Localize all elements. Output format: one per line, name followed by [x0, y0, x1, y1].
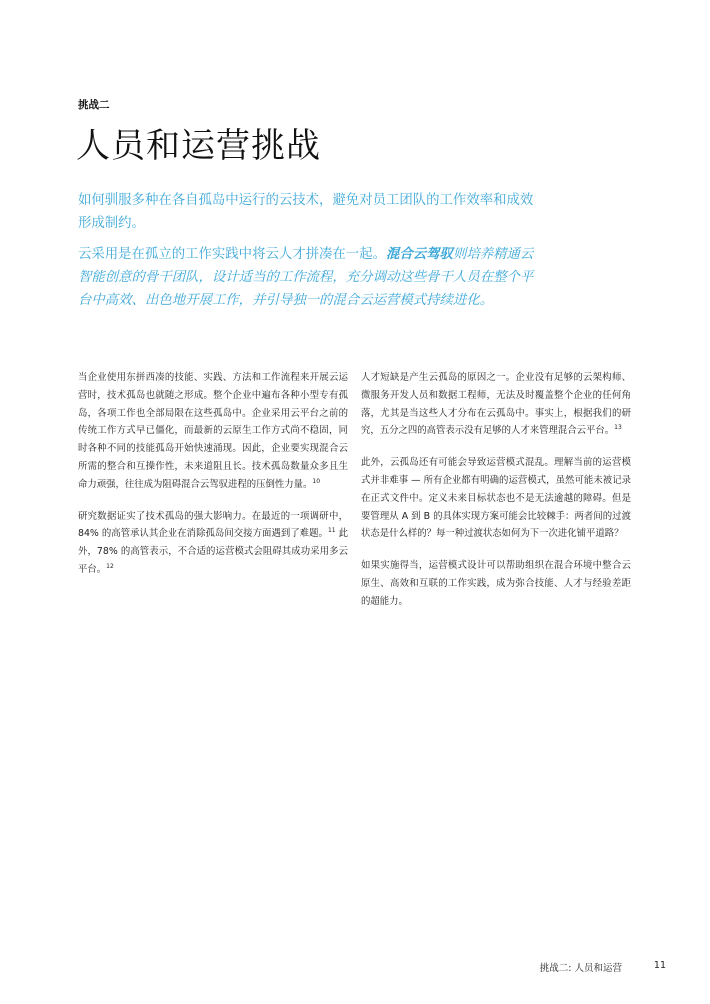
body-paragraph: [361, 369, 631, 440]
paragraph-text: 此外，78% 的高管表示，不合适的运营模式会阻碍其成功采用多云平台。: [78, 528, 348, 575]
footnote-ref: 13: [614, 424, 622, 432]
page-title: 人员和运营挑战: [76, 126, 321, 166]
paragraph-text: 此外，云孤岛还有可能会导致运营模式混乱。理解当前的运营模式并非难事 — 所有企业都有明确的运营模式，虽然可能未被记录在正式文件中。定义未来目标状态也不是无法逾越的障碍。但是要管理从 A 到 B 的具体实现方案可能会比较棘手：两者间的过渡状态是什么样的？每一种过渡状态如何为下一次进化铺平道路？: [361, 457, 631, 540]
body-paragraph: [78, 508, 348, 579]
paragraph-text: 人才短缺是产生云孤岛的原因之一。企业没有足够的云架构师、微服务开发人员和数据工程师，无法及时覆盖整个企业的任何角落，尤其是当这些人才分布在云孤岛中。事实上，根据我们的研究，五分之四的高管表示没有足够的人才来管理混合云平台。: [361, 372, 631, 437]
body-column-left: [78, 369, 348, 593]
lead-paragraph-2: [78, 243, 538, 312]
footer-section-title: 挑战二: 人员和运营: [539, 963, 622, 974]
footnote-ref: 10: [312, 477, 321, 485]
lead-bold-term: 混合云驾驭: [385, 247, 453, 262]
lead-paragraph-1: 如何驯服多种在各自孤岛中运行的云技术，避免对员工团队的工作效率和成效形成制约。: [78, 193, 534, 231]
paragraph-text: 如果实施得当，运营模式设计可以帮助组织在混合环境中整合云原生、高效和互联的工作实践，成为弥合技能、人才与经验差距的超能力。: [361, 560, 631, 607]
body-paragraph: [361, 557, 631, 610]
lead-italic-text: 则培养精通云智能创意的骨干团队，设计适当的工作流程，充分调动这些骨干人员在整个平台中高效、出色地开展工作，并引导独一的混合云运营模式持续进化。: [78, 247, 534, 308]
page-number: 11: [653, 960, 666, 971]
body-column-right: [361, 369, 631, 625]
body-paragraph: [361, 454, 631, 543]
footnote-ref: 12: [106, 562, 114, 570]
paragraph-text: 当企业使用东拼西凑的技能、实践、方法和工作流程来开展云运营时，技术孤岛也就随之形成。整个企业中遍布各种小型专有孤岛，各项工作也全部局限在这些孤岛中。企业采用云平台之前的传统工作方式早已僵化，而最新的云原生工作方式尚不稳固，同时各种不同的技能孤岛开始快速涌现。因此，企业要实现混合云所需的整合和互操作性，未来道阻且长。技术孤岛数量众多且生命力顽强，往往成为阻碍混合云驾驭进程的压倒性力量。: [78, 372, 348, 490]
footnote-ref: 11: [327, 527, 336, 535]
section-eyebrow: 挑战二: [78, 99, 110, 111]
lead-plain-text: 云采用是在孤立的工作实践中将云人才拼凑在一起。: [78, 247, 386, 262]
body-paragraph: [78, 369, 348, 494]
paragraph-text: 研究数据证实了技术孤岛的强大影响力。在最近的一项调研中，84% 的高管承认其企业在消除孤岛间交接方面遇到了难题。: [78, 510, 348, 540]
